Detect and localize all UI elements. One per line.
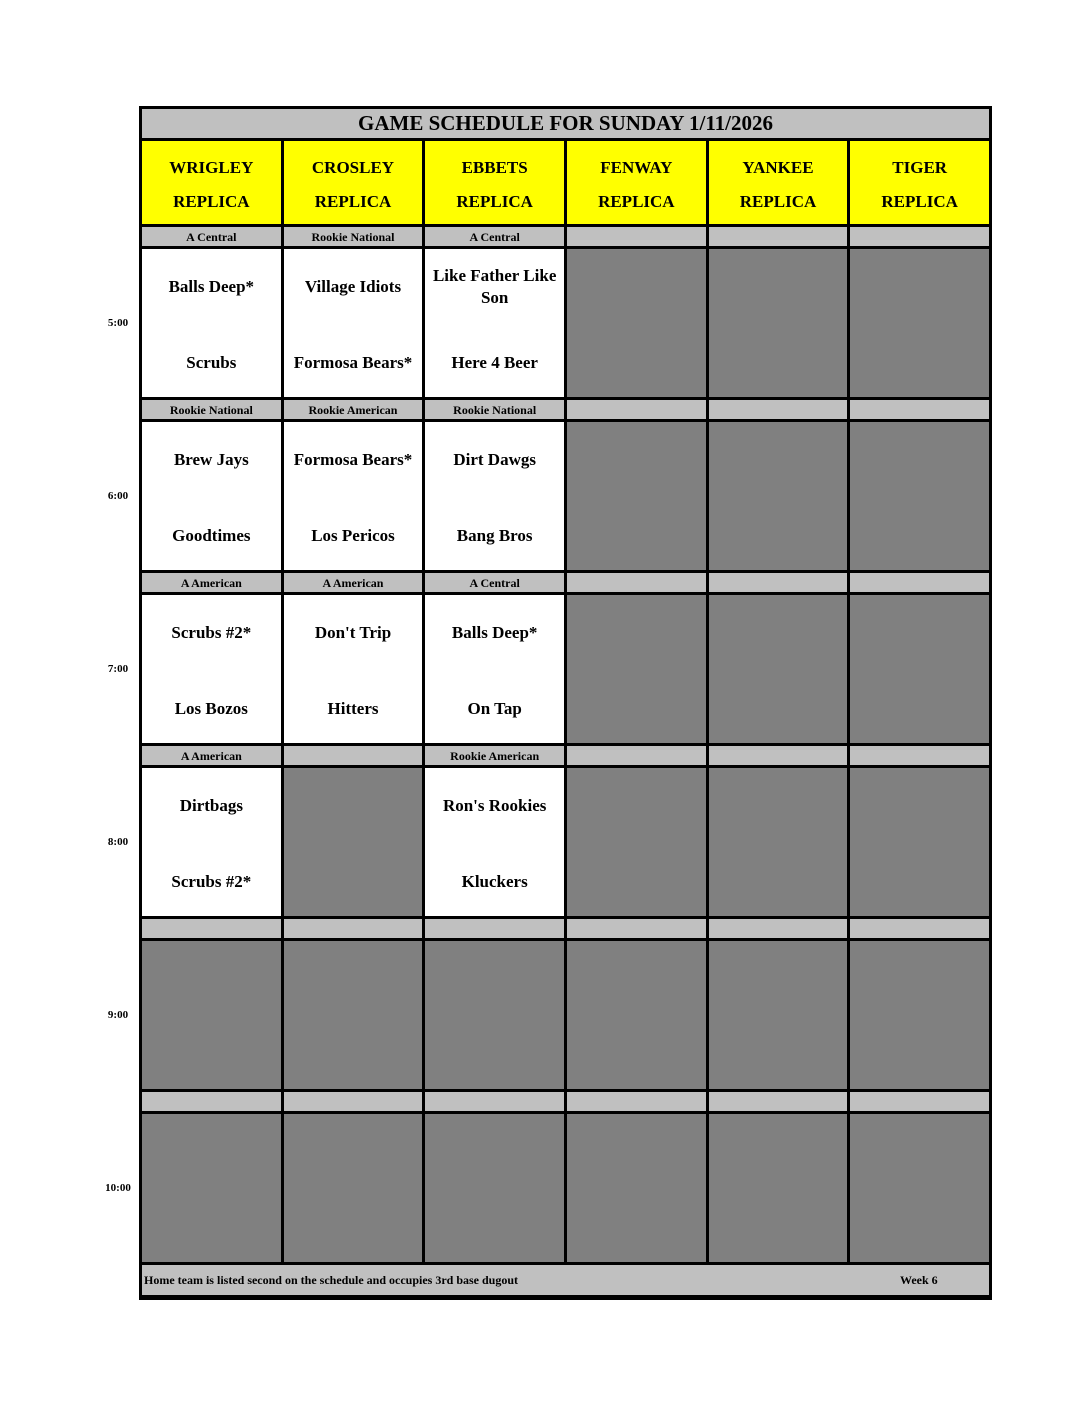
field-name: FENWAY bbox=[600, 158, 673, 177]
empty-slot bbox=[709, 595, 848, 746]
game-cell bbox=[142, 249, 281, 400]
field-name: CROSLEY bbox=[311, 158, 395, 177]
home-team: Los Pericos bbox=[311, 526, 395, 545]
away-team: Ron's Rookies bbox=[442, 796, 547, 815]
empty-slot bbox=[567, 941, 706, 1092]
footer-note: Home team is listed second on the schedule and occupies 3rd base dugout bbox=[144, 1273, 519, 1287]
field-subtitle: REPLICA bbox=[314, 192, 392, 211]
time-label: 7:00 bbox=[107, 663, 129, 675]
division-label bbox=[284, 746, 423, 768]
division-label bbox=[709, 1092, 848, 1114]
field-subtitle: REPLICA bbox=[598, 192, 675, 211]
away-team: Dirtbags bbox=[179, 796, 243, 815]
division-label bbox=[425, 919, 564, 941]
away-team: Balls Deep* bbox=[168, 277, 255, 296]
time-label: 10:00 bbox=[105, 1182, 131, 1194]
division-label bbox=[425, 1092, 564, 1114]
empty-slot bbox=[850, 422, 989, 573]
division-label: Rookie National bbox=[425, 400, 564, 422]
division-label bbox=[142, 1092, 281, 1114]
field-subtitle: REPLICA bbox=[881, 192, 958, 211]
field-name: WRIGLEY bbox=[169, 158, 254, 177]
field-header-yankee bbox=[709, 141, 848, 227]
division-label bbox=[850, 746, 989, 768]
division-label: A American bbox=[142, 746, 281, 768]
time-label: 6:00 bbox=[107, 490, 129, 502]
division-label bbox=[850, 573, 989, 595]
away-team: Scrubs #2* bbox=[171, 623, 252, 642]
time-label: 8:00 bbox=[107, 836, 129, 848]
empty-slot bbox=[142, 941, 281, 1092]
away-team: Dirt Dawgs bbox=[453, 450, 536, 469]
empty-slot bbox=[284, 1114, 423, 1265]
field-subtitle: REPLICA bbox=[456, 192, 533, 211]
empty-slot bbox=[567, 422, 706, 573]
game-cell bbox=[284, 595, 423, 746]
empty-slot bbox=[567, 1114, 706, 1265]
empty-slot bbox=[709, 422, 848, 573]
week-label: Week 6 bbox=[900, 1273, 938, 1287]
home-team: Scrubs #2* bbox=[171, 872, 252, 891]
field-subtitle: REPLICA bbox=[173, 192, 250, 211]
empty-slot bbox=[284, 941, 423, 1092]
division-label: Rookie American bbox=[284, 400, 423, 422]
empty-slot bbox=[425, 941, 564, 1092]
empty-slot bbox=[850, 595, 989, 746]
home-team: Hitters bbox=[327, 699, 379, 718]
division-label: Rookie American bbox=[425, 746, 564, 768]
field-header-tiger bbox=[850, 141, 989, 227]
division-label bbox=[567, 1092, 706, 1114]
empty-slot bbox=[709, 768, 848, 919]
time-label: 9:00 bbox=[107, 1009, 129, 1021]
game-cell bbox=[425, 595, 564, 746]
division-label: A Central bbox=[425, 573, 564, 595]
division-label bbox=[850, 1092, 989, 1114]
division-label bbox=[567, 227, 706, 249]
division-label bbox=[567, 573, 706, 595]
home-team: Formosa Bears* bbox=[293, 353, 413, 372]
division-label bbox=[709, 227, 848, 249]
division-label: A American bbox=[284, 573, 423, 595]
game-cell bbox=[425, 422, 564, 573]
away-team: Like Father Like Son bbox=[432, 266, 557, 307]
field-header-crosley bbox=[284, 141, 423, 227]
division-label bbox=[567, 746, 706, 768]
away-team: Balls Deep* bbox=[451, 623, 538, 642]
home-team: On Tap bbox=[467, 699, 522, 718]
empty-slot bbox=[425, 1114, 564, 1265]
division-label bbox=[567, 919, 706, 941]
division-label bbox=[709, 746, 848, 768]
division-label bbox=[850, 919, 989, 941]
field-name: EBBETS bbox=[461, 158, 528, 177]
empty-slot bbox=[284, 768, 423, 919]
field-name: TIGER bbox=[892, 158, 948, 177]
empty-slot bbox=[709, 1114, 848, 1265]
time-label: 5:00 bbox=[107, 317, 129, 329]
field-subtitle: REPLICA bbox=[739, 192, 817, 211]
schedule-table bbox=[139, 106, 992, 1300]
away-team: Don't Trip bbox=[314, 623, 392, 642]
division-label bbox=[850, 400, 989, 422]
division-label: Rookie National bbox=[142, 400, 281, 422]
field-header-wrigley bbox=[142, 141, 281, 227]
field-name: YANKEE bbox=[742, 158, 814, 177]
schedule-footer bbox=[142, 1265, 989, 1295]
division-label bbox=[709, 400, 848, 422]
home-team: Bang Bros bbox=[456, 526, 533, 545]
division-label bbox=[850, 227, 989, 249]
field-header-fenway bbox=[567, 141, 706, 227]
schedule-title: GAME SCHEDULE FOR SUNDAY 1/11/2026 bbox=[142, 109, 989, 141]
home-team: Kluckers bbox=[461, 872, 528, 891]
game-cell bbox=[142, 422, 281, 573]
empty-slot bbox=[142, 1114, 281, 1265]
division-label: Rookie National bbox=[284, 227, 423, 249]
division-label bbox=[284, 1092, 423, 1114]
division-label bbox=[284, 919, 423, 941]
away-team: Brew Jays bbox=[173, 450, 249, 469]
empty-slot bbox=[850, 941, 989, 1092]
empty-slot bbox=[567, 249, 706, 400]
division-label bbox=[709, 919, 848, 941]
division-label: A American bbox=[142, 573, 281, 595]
empty-slot bbox=[850, 768, 989, 919]
empty-slot bbox=[567, 595, 706, 746]
game-cell bbox=[142, 768, 281, 919]
game-cell bbox=[284, 249, 423, 400]
home-team: Goodtimes bbox=[172, 526, 251, 545]
empty-slot bbox=[709, 941, 848, 1092]
division-label: A Central bbox=[142, 227, 281, 249]
field-header-ebbets bbox=[425, 141, 564, 227]
home-team: Here 4 Beer bbox=[451, 353, 538, 372]
empty-slot bbox=[567, 768, 706, 919]
game-cell bbox=[142, 595, 281, 746]
empty-slot bbox=[709, 249, 848, 400]
division-label: A Central bbox=[425, 227, 564, 249]
empty-slot bbox=[850, 249, 989, 400]
away-team: Formosa Bears* bbox=[293, 450, 413, 469]
game-cell bbox=[425, 768, 564, 919]
home-team: Los Bozos bbox=[174, 699, 248, 718]
game-cell bbox=[425, 249, 564, 400]
division-label bbox=[709, 573, 848, 595]
empty-slot bbox=[850, 1114, 989, 1265]
division-label bbox=[567, 400, 706, 422]
home-team: Scrubs bbox=[186, 353, 237, 372]
away-team: Village Idiots bbox=[304, 277, 402, 296]
game-cell bbox=[284, 422, 423, 573]
division-label bbox=[142, 919, 281, 941]
